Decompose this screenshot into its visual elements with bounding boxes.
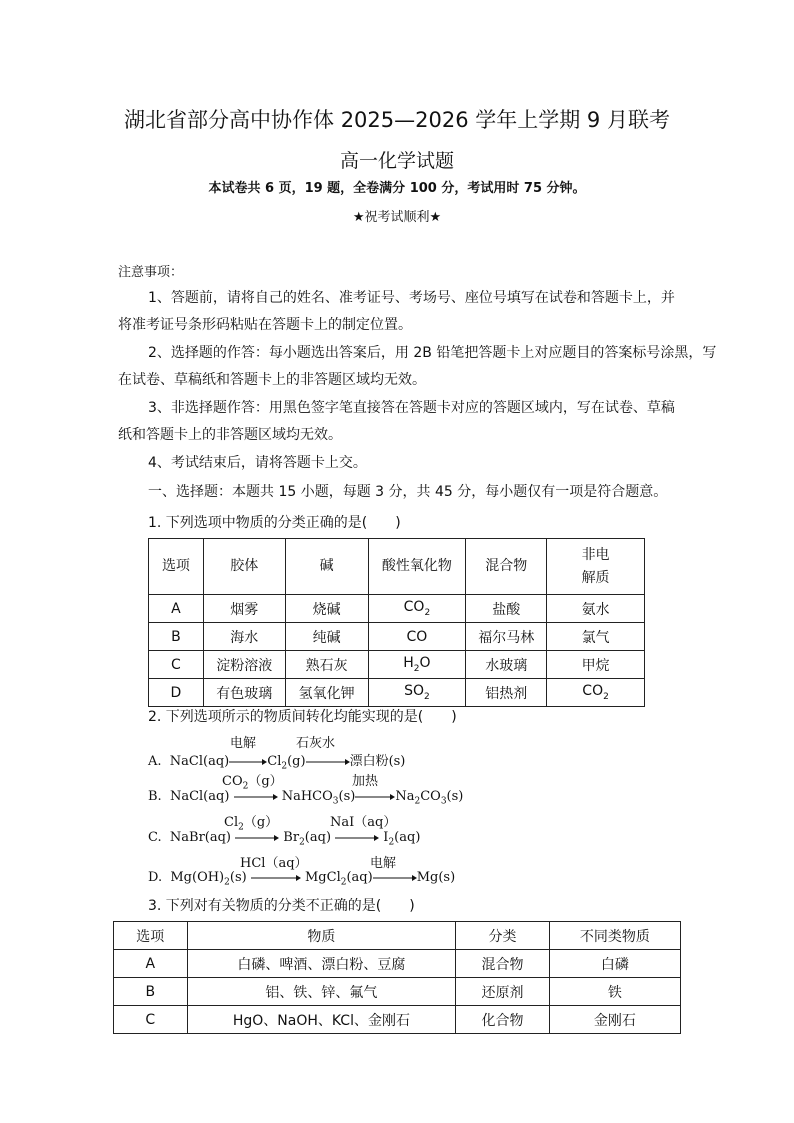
table-cell: A xyxy=(149,595,204,623)
question-2-stem: 2. 下列选项所示的物质间转化均能实现的是( ) xyxy=(148,709,457,725)
q2-option-c: C. NaBr(aq) $Br_2(aq)$ $I_2(aq)$ xyxy=(148,830,421,848)
exam-info: 本试卷共 6 页，19 题，全卷满分 100 分，考试用时 75 分钟。 xyxy=(208,181,586,196)
note-3-line-1: 3、非选择题作答：用黑色签字笔直接答在答题卡对应的答题区域内，写在试卷、草稿 xyxy=(148,400,675,416)
section-1-heading: 一、选择题：本题共 15 小题，每题 3 分，共 45 分，每小题仅有一项是符合题意。 xyxy=(148,484,668,500)
table-cell: 有色玻璃 xyxy=(203,679,285,707)
table-cell: 铝热剂 xyxy=(466,679,547,707)
table-cell: 氢氧化钾 xyxy=(285,679,368,707)
table-row xyxy=(114,1006,681,1034)
q2-d-condition-1: HCl（aq） xyxy=(240,856,308,871)
table-header-cell: 分类 xyxy=(456,922,549,950)
q2-option-d: D. $Mg(OH)_2(s)$ MgCl$_2$(aq) Mg(s) xyxy=(148,870,456,888)
table-cell: CO xyxy=(368,623,466,651)
notes-heading: 注意事项： xyxy=(118,265,184,280)
table-cell: D xyxy=(149,679,204,707)
table-cell: 甲烷 xyxy=(547,651,645,679)
table-cell: 金刚石 xyxy=(549,1006,680,1034)
table-cell: 海水 xyxy=(203,623,285,651)
arrow-icon xyxy=(373,874,417,882)
note-4: 4、考试结束后，请将答题卡上交。 xyxy=(148,455,367,471)
table-header-cell: 物质 xyxy=(187,922,456,950)
table-header-cell: 混合物 xyxy=(466,539,547,595)
q2-a-condition-2: 石灰水 xyxy=(296,736,336,751)
table-row xyxy=(114,950,681,978)
table-cell: 烟雾 xyxy=(203,595,285,623)
note-2-line-2: 在试卷、草稿纸和答题卡上的非答题区域均无效。 xyxy=(118,372,426,388)
arrow-icon xyxy=(306,758,350,766)
q2-a-condition-1: 电解 xyxy=(230,736,257,751)
table-cell: $H_2O$ xyxy=(368,651,466,679)
table-cell: A xyxy=(114,950,188,978)
table-header-row xyxy=(114,922,681,950)
q2-b-condition-1: $CO_2(g)$ xyxy=(222,774,283,792)
table-row xyxy=(149,595,645,623)
table-cell: C xyxy=(114,1006,188,1034)
table-cell: 氯气 xyxy=(547,623,645,651)
q2-d-condition-2: 电解 xyxy=(370,856,397,871)
q2-c-condition-1: $Cl_2(g)$ xyxy=(224,815,279,833)
table-cell: B xyxy=(114,978,188,1006)
question-3-stem: 3. 下列对有关物质的分类不正确的是( ) xyxy=(148,898,415,914)
note-3-line-2: 纸和答题卡上的非答题区域均无效。 xyxy=(118,427,342,443)
table-cell: $SO_2$ xyxy=(368,679,466,707)
exam-title: 湖北省部分高中协作体 2025—2026 学年上学期 9 月联考 xyxy=(124,108,670,132)
arrow-icon xyxy=(235,834,279,842)
table-header-cell: 非电 解质 xyxy=(547,539,645,595)
note-2-line-1: 2、选择题的作答：每小题选出答案后，用 2B 铅笔把答题卡上对应题目的答案标号涂黑，写 xyxy=(148,345,717,361)
q2-b-condition-2: 加热 xyxy=(352,774,379,789)
exam-wish: ★祝考试顺利★ xyxy=(352,210,442,225)
table-header-row xyxy=(149,539,645,595)
table-header-cell: 胶体 xyxy=(203,539,285,595)
table-cell: 烧碱 xyxy=(285,595,368,623)
table-row xyxy=(149,651,645,679)
q2-c-condition-2: NaI（aq） xyxy=(330,815,397,830)
table-row xyxy=(149,679,645,707)
table-cell: 铁 xyxy=(549,978,680,1006)
exam-subtitle: 高一化学试题 xyxy=(339,150,454,172)
arrow-icon xyxy=(335,834,379,842)
question-3-table xyxy=(113,921,681,1034)
question-1-stem: 1. 下列选项中物质的分类正确的是( ) xyxy=(148,515,401,531)
table-cell: 白磷 xyxy=(549,950,680,978)
table-cell: 铝、铁、锌、氟气 xyxy=(187,978,456,1006)
arrow-icon xyxy=(251,874,301,882)
table-cell: 混合物 xyxy=(456,950,549,978)
q2-option-b: B. NaCl(aq) NaHCO$_3$(s) $Na_2CO_3(s)$ xyxy=(148,789,464,807)
arrow-icon xyxy=(234,793,278,801)
table-cell: 水玻璃 xyxy=(466,651,547,679)
table-cell: 盐酸 xyxy=(466,595,547,623)
table-cell: 熟石灰 xyxy=(285,651,368,679)
question-1-table xyxy=(148,538,645,707)
table-cell: 白磷、啤酒、漂白粉、豆腐 xyxy=(187,950,456,978)
table-cell: 还原剂 xyxy=(456,978,549,1006)
table-cell: $CO_2$ xyxy=(547,679,645,707)
table-header-cell: 选项 xyxy=(149,539,204,595)
table-cell: 化合物 xyxy=(456,1006,549,1034)
table-cell: 纯碱 xyxy=(285,623,368,651)
table-cell: 淀粉溶液 xyxy=(203,651,285,679)
table-header-cell: 酸性氧化物 xyxy=(368,539,466,595)
table-cell: C xyxy=(149,651,204,679)
q2-option-a: A. NaCl(aq) $Cl_2(g)$ 漂白粉(s) xyxy=(148,754,406,772)
table-cell: B xyxy=(149,623,204,651)
table-row xyxy=(149,623,645,651)
note-1-line-1: 1、答题前，请将自己的姓名、准考证号、考场号、座位号填写在试卷和答题卡上，并 xyxy=(148,290,675,306)
table-cell: HgO、NaOH、KCl、金刚石 xyxy=(187,1006,456,1034)
arrow-icon xyxy=(229,758,267,766)
table-header-cell: 不同类物质 xyxy=(549,922,680,950)
table-row xyxy=(114,978,681,1006)
table-header-cell: 碱 xyxy=(285,539,368,595)
table-cell: $CO_2$ xyxy=(368,595,466,623)
arrow-icon xyxy=(355,793,395,801)
table-cell: 福尔马林 xyxy=(466,623,547,651)
note-1-line-2: 将准考证号条形码粘贴在答题卡上的制定位置。 xyxy=(118,317,412,333)
table-cell: 氨水 xyxy=(547,595,645,623)
table-header-cell: 选项 xyxy=(114,922,188,950)
